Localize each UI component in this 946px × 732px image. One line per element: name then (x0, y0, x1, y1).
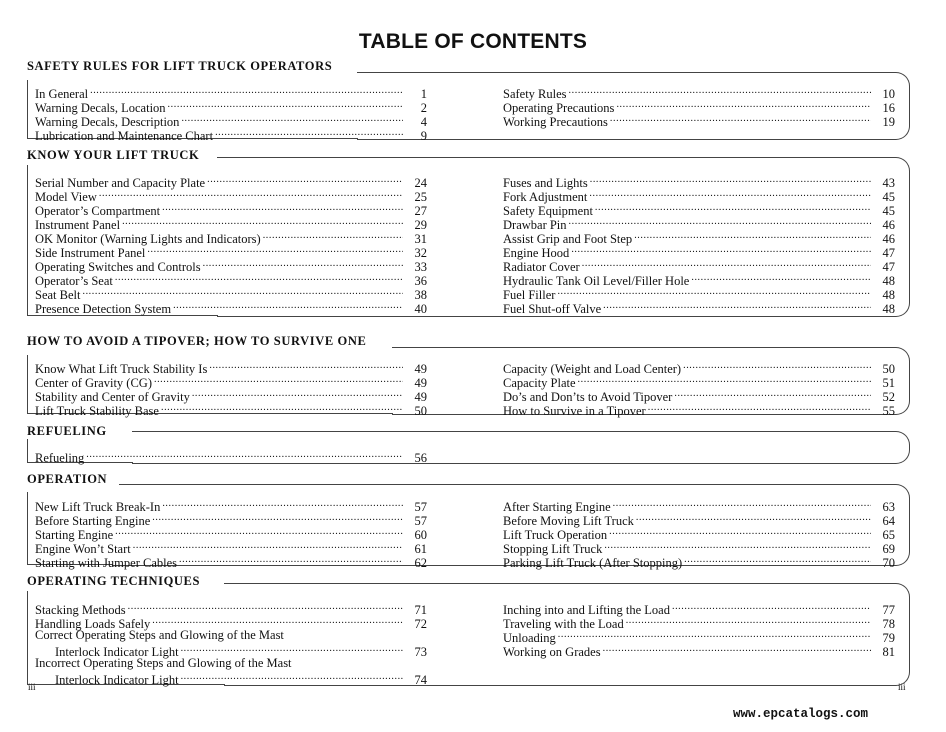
entry-title: Lift Truck Stability Base (35, 404, 159, 418)
entry-page-number: 62 (414, 556, 427, 570)
toc-entry[interactable] (35, 112, 427, 129)
entry-title: Fuses and Lights (503, 176, 588, 190)
toc-column-right (503, 600, 895, 659)
entry-title: Interlock Indicator Light (55, 645, 179, 659)
entry-title: Drawbar Pin (503, 218, 567, 232)
toc-section (27, 472, 910, 570)
entry-page-number: 27 (414, 204, 427, 218)
dot-leader (179, 553, 403, 567)
dot-leader (571, 243, 871, 257)
entry-title: Fork Adjustment (503, 190, 588, 204)
dot-leader (128, 600, 403, 614)
dot-leader (610, 112, 871, 126)
entry-title: Stability and Center of Gravity (35, 390, 190, 404)
dot-leader (181, 670, 403, 684)
entry-page-number: 57 (414, 500, 427, 514)
entry-title: Handling Loads Safely (35, 617, 151, 631)
toc-entry[interactable] (35, 173, 427, 190)
dot-leader (152, 614, 403, 628)
toc-column-left (35, 600, 427, 687)
entry-page-number: 56 (414, 451, 427, 465)
dot-leader (603, 642, 871, 656)
dot-leader (181, 112, 403, 126)
dot-leader (162, 201, 403, 215)
entry-title: New Lift Truck Break-In (35, 500, 161, 514)
dot-leader (207, 173, 403, 187)
entry-page-number: 45 (882, 204, 895, 218)
entry-title: Do’s and Don’ts to Avoid Tipover (503, 390, 673, 404)
toc-section (27, 59, 910, 143)
entry-page-number: 48 (882, 288, 895, 302)
toc-entry[interactable] (503, 257, 895, 274)
entry-page-number: 52 (882, 390, 895, 404)
dot-leader (613, 497, 871, 511)
toc-entry[interactable] (35, 628, 427, 642)
dot-leader (595, 201, 871, 215)
entry-page-number: 71 (414, 603, 427, 617)
toc-entry[interactable] (35, 511, 427, 528)
entry-title: Unloading (503, 631, 556, 645)
toc-entry[interactable] (503, 201, 895, 218)
entry-title: Capacity (Weight and Load Center) (503, 362, 682, 376)
toc-entry[interactable] (503, 511, 895, 528)
toc-entry[interactable] (503, 98, 895, 115)
entry-page-number: 32 (414, 246, 427, 260)
toc-entry[interactable] (503, 614, 895, 631)
entry-title: Operating Precautions (503, 101, 615, 115)
entry-title: Radiator Cover (503, 260, 580, 274)
dot-leader (162, 497, 403, 511)
dot-leader (152, 511, 403, 525)
dot-leader (590, 173, 871, 187)
dot-leader (684, 553, 871, 567)
dot-leader (115, 271, 403, 285)
dot-leader (557, 285, 871, 299)
entry-page-number: 57 (414, 514, 427, 528)
toc-entry[interactable] (35, 271, 427, 288)
toc-entry[interactable] (503, 299, 895, 316)
toc-section (27, 424, 910, 465)
dot-leader (122, 215, 403, 229)
toc-column-left (35, 359, 427, 418)
toc-entry[interactable] (35, 285, 427, 302)
entry-page-number: 49 (414, 376, 427, 390)
entry-page-number: 49 (414, 362, 427, 376)
entry-title: After Starting Engine (503, 500, 611, 514)
dot-leader (603, 299, 871, 313)
toc-entry[interactable] (503, 628, 895, 645)
dot-leader (648, 401, 871, 415)
entry-title: Safety Rules (503, 87, 567, 101)
toc-column-left (35, 84, 427, 143)
entry-page-number: 1 (420, 87, 427, 101)
entry-title: Interlock Indicator Light (55, 673, 179, 687)
toc-entry[interactable] (35, 553, 427, 570)
toc-section (27, 148, 910, 316)
entry-title: Engine Hood (503, 246, 570, 260)
dot-leader (691, 271, 871, 285)
dot-leader (578, 373, 871, 387)
toc-column-right (503, 497, 895, 570)
toc-entry[interactable] (35, 243, 427, 260)
entry-title: Refueling (35, 451, 85, 465)
entry-title: Before Moving Lift Truck (503, 514, 634, 528)
toc-entry[interactable] (503, 373, 895, 390)
dot-leader (161, 401, 403, 415)
entry-title: Capacity Plate (503, 376, 576, 390)
toc-entry[interactable] (503, 497, 895, 514)
toc-entry[interactable] (503, 271, 895, 288)
dot-leader (263, 229, 403, 243)
section-heading: OPERATION (27, 472, 119, 486)
dot-leader (558, 628, 871, 642)
section-heading: KNOW YOUR LIFT TRUCK (27, 148, 211, 162)
toc-entry[interactable] (35, 614, 427, 631)
dot-leader (634, 229, 871, 243)
entry-title: Center of Gravity (CG) (35, 376, 152, 390)
toc-entry[interactable] (503, 187, 895, 204)
toc-entry[interactable] (503, 215, 895, 232)
dot-leader (589, 187, 871, 201)
dot-leader (636, 511, 871, 525)
entry-title: Fuel Shut-off Valve (503, 302, 602, 316)
dot-leader (203, 257, 403, 271)
toc-entry[interactable] (35, 401, 427, 418)
dot-leader (569, 215, 871, 229)
toc-entry[interactable] (35, 600, 427, 617)
toc-entry[interactable] (503, 525, 895, 542)
section-heading: HOW TO AVOID A TIPOVER; HOW TO SURVIVE ONE (27, 334, 378, 348)
toc-entry[interactable] (35, 448, 427, 465)
entry-page-number: 48 (882, 274, 895, 288)
entry-title: Operating Switches and Controls (35, 260, 201, 274)
entry-page-number: 2 (420, 101, 427, 115)
dot-leader (168, 98, 403, 112)
dot-leader (626, 614, 871, 628)
entry-title: Side Instrument Panel (35, 246, 146, 260)
entry-title: Hydraulic Tank Oil Level/Filler Hole (503, 274, 690, 288)
entry-title: Working on Grades (503, 645, 601, 659)
entry-page-number: 72 (414, 617, 427, 631)
toc-entry[interactable] (35, 299, 427, 316)
toc-entry[interactable] (503, 84, 895, 101)
entry-title: Serial Number and Capacity Plate (35, 176, 206, 190)
entry-page-number: 4 (420, 115, 427, 129)
entry-title: In General (35, 87, 89, 101)
toc-entry[interactable] (503, 401, 895, 418)
dot-leader (86, 448, 403, 462)
dot-leader (173, 299, 403, 313)
entry-page-number: 29 (414, 218, 427, 232)
dot-leader (683, 359, 871, 373)
entry-page-number: 25 (414, 190, 427, 204)
toc-entry[interactable] (35, 525, 427, 542)
dot-leader (99, 187, 403, 201)
entry-page-number: 10 (882, 87, 895, 101)
entry-title: Safety Equipment (503, 204, 593, 218)
toc-entry[interactable] (503, 112, 895, 129)
entry-page-number: 63 (882, 500, 895, 514)
toc-entry[interactable] (35, 387, 427, 404)
dot-leader (133, 539, 403, 553)
entry-page-number: 43 (882, 176, 895, 190)
entry-page-number: 51 (882, 376, 895, 390)
toc-column-left (35, 448, 427, 465)
entry-page-number: 64 (882, 514, 895, 528)
entry-page-number: 74 (414, 673, 427, 687)
entry-page-number: 81 (882, 645, 895, 659)
toc-entry[interactable] (503, 173, 895, 190)
section-heading: SAFETY RULES FOR LIFT TRUCK OPERATORS (27, 59, 344, 73)
entry-page-number: 50 (414, 404, 427, 418)
toc-entry[interactable] (503, 285, 895, 302)
toc-column-left (35, 497, 427, 570)
entry-title: Stacking Methods (35, 603, 126, 617)
entry-page-number: 24 (414, 176, 427, 190)
entry-page-number: 19 (882, 115, 895, 129)
dot-leader (582, 257, 871, 271)
toc-column-left (35, 173, 427, 316)
toc-entry[interactable] (35, 497, 427, 514)
dot-leader (209, 359, 403, 373)
entry-title: Working Precautions (503, 115, 608, 129)
entry-title: Starting Engine (35, 528, 114, 542)
entry-title: Stopping Lift Truck (503, 542, 603, 556)
page-number-left: iii (28, 682, 36, 692)
entry-page-number: 47 (882, 260, 895, 274)
dot-leader (609, 525, 871, 539)
dot-leader (674, 387, 871, 401)
entry-page-number: 31 (414, 232, 427, 246)
toc-entry[interactable] (35, 373, 427, 390)
entry-page-number: 9 (420, 129, 427, 143)
entry-title: Operator’s Compartment (35, 204, 161, 218)
toc-entry[interactable] (503, 387, 895, 404)
entry-page-number: 49 (414, 390, 427, 404)
page-title: TABLE OF CONTENTS (358, 30, 588, 53)
toc-section (27, 334, 910, 418)
entry-title: Know What Lift Truck Stability Is (35, 362, 208, 376)
toc-entry[interactable] (35, 98, 427, 115)
entry-title: Inching into and Lifting the Load (503, 603, 670, 617)
toc-entry[interactable] (503, 642, 895, 659)
toc-column-right (503, 173, 895, 316)
section-heading: OPERATING TECHNIQUES (27, 574, 212, 588)
entry-title: Instrument Panel (35, 218, 121, 232)
entry-page-number: 65 (882, 528, 895, 542)
dot-leader (147, 243, 403, 257)
dot-leader (82, 285, 403, 299)
entry-page-number: 50 (882, 362, 895, 376)
watermark: www.epcatalogs.com (733, 707, 869, 721)
entry-page-number: 46 (882, 232, 895, 246)
entry-page-number: 36 (414, 274, 427, 288)
dot-leader (192, 387, 403, 401)
entry-title: Traveling with the Load (503, 617, 624, 631)
toc-entry[interactable] (35, 642, 427, 659)
entry-page-number: 73 (414, 645, 427, 659)
dot-leader (616, 98, 871, 112)
entry-title: Model View (35, 190, 97, 204)
entry-page-number: 77 (882, 603, 895, 617)
entry-page-number: 47 (882, 246, 895, 260)
entry-page-number: 38 (414, 288, 427, 302)
entry-title: Before Starting Engine (35, 514, 151, 528)
toc-entry[interactable] (503, 359, 895, 376)
entry-title: Starting with Jumper Cables (35, 556, 177, 570)
entry-page-number: 60 (414, 528, 427, 542)
toc-entry[interactable] (35, 84, 427, 101)
toc-entry[interactable] (35, 656, 427, 670)
dot-leader (154, 373, 403, 387)
toc-entry[interactable] (35, 257, 427, 274)
entry-page-number: 61 (414, 542, 427, 556)
entry-title: OK Monitor (Warning Lights and Indicators) (35, 232, 261, 246)
entry-title: Parking Lift Truck (After Stopping) (503, 556, 683, 570)
entry-title: Incorrect Operating Steps and Glowing of the Mast (35, 656, 292, 670)
entry-page-number: 45 (882, 190, 895, 204)
entry-page-number: 69 (882, 542, 895, 556)
entry-page-number: 40 (414, 302, 427, 316)
entry-title: Lubrication and Maintenance Chart (35, 129, 214, 143)
entry-page-number: 55 (882, 404, 895, 418)
toc-column-right (503, 359, 895, 418)
entry-title: Warning Decals, Location (35, 101, 166, 115)
section-heading: REFUELING (27, 424, 119, 438)
entry-title: Warning Decals, Description (35, 115, 180, 129)
page-number-right: iii (898, 682, 906, 692)
toc-entry[interactable] (503, 243, 895, 260)
entry-page-number: 48 (882, 302, 895, 316)
entry-title: How to Survive in a Tipover (503, 404, 646, 418)
dot-leader (604, 539, 871, 553)
entry-page-number: 79 (882, 631, 895, 645)
entry-title: Fuel Filler (503, 288, 556, 302)
entry-title: Seat Belt (35, 288, 81, 302)
entry-page-number: 16 (882, 101, 895, 115)
dot-leader (215, 126, 403, 140)
dot-leader (672, 600, 871, 614)
toc-entry[interactable] (35, 670, 427, 687)
toc-entry[interactable] (35, 201, 427, 218)
toc-entry[interactable] (35, 359, 427, 376)
dot-leader (569, 84, 871, 98)
toc-entry[interactable] (35, 215, 427, 232)
dot-leader (90, 84, 403, 98)
toc-entry[interactable] (35, 539, 427, 556)
dot-leader (181, 642, 403, 656)
toc-entry[interactable] (35, 187, 427, 204)
toc-entry[interactable] (503, 553, 895, 570)
toc-entry[interactable] (503, 539, 895, 556)
entry-page-number: 70 (882, 556, 895, 570)
toc-entry[interactable] (503, 229, 895, 246)
entry-title: Operator’s Seat (35, 274, 113, 288)
entry-page-number: 78 (882, 617, 895, 631)
entry-page-number: 33 (414, 260, 427, 274)
toc-entry[interactable] (35, 229, 427, 246)
entry-page-number: 46 (882, 218, 895, 232)
toc-entry[interactable] (503, 600, 895, 617)
dot-leader (115, 525, 403, 539)
entry-title: Engine Won’t Start (35, 542, 131, 556)
toc-column-right (503, 84, 895, 129)
entry-title: Correct Operating Steps and Glowing of the Mast (35, 628, 284, 642)
entry-title: Presence Detection System (35, 302, 172, 316)
entry-title: Lift Truck Operation (503, 528, 608, 542)
entry-title: Assist Grip and Foot Step (503, 232, 633, 246)
toc-entry[interactable] (35, 126, 427, 143)
